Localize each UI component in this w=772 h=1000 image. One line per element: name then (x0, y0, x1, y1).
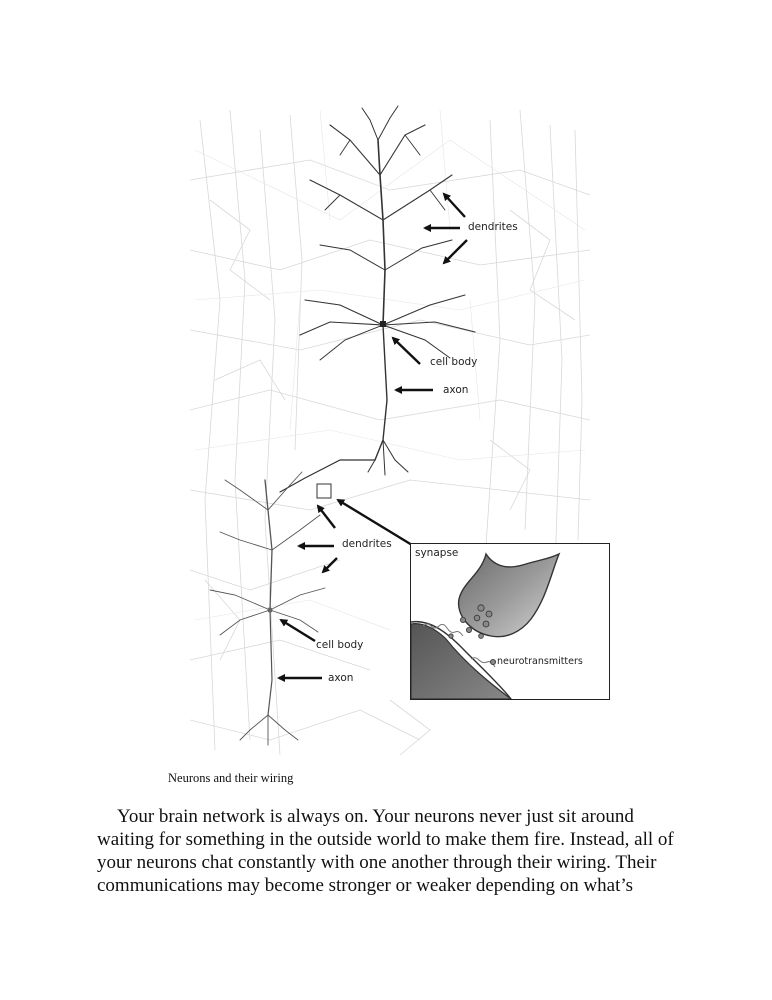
cell-body-label-bottom: cell body (316, 639, 364, 651)
neuron-illustration (190, 100, 590, 765)
dendrites-label-top: dendrites (468, 221, 518, 233)
upper-neuron (280, 106, 478, 492)
paragraph-line: communications may become stronger or weaker depending on what’s (97, 875, 634, 896)
synapse-inset (410, 543, 610, 700)
axon-label-top: axon (443, 384, 469, 396)
figure-caption: Neurons and their wiring (168, 771, 294, 785)
lower-neuron (210, 472, 325, 745)
body-paragraph (97, 805, 697, 897)
paragraph-line: your neurons chat constantly with one another through their wiring. Their (97, 852, 657, 873)
synapse-marker (317, 484, 331, 498)
synapse-label: synapse (415, 547, 459, 559)
neurotransmitters-label: neurotransmitters (497, 656, 583, 667)
cell-body-label-top: cell body (430, 356, 478, 368)
paragraph-line: waiting for something in the outside world to make them fire. Instead, all of (97, 829, 674, 850)
synapse-detail-drawing (411, 544, 609, 699)
presynaptic-terminal (459, 554, 559, 637)
upper-cell-body (380, 321, 386, 327)
dendrites-label-bottom: dendrites (342, 538, 392, 550)
lower-cell-body (267, 607, 272, 612)
paragraph-line: Your brain network is always on. Your neurons never just sit around (117, 806, 634, 827)
axon-label-bottom: axon (328, 672, 354, 684)
